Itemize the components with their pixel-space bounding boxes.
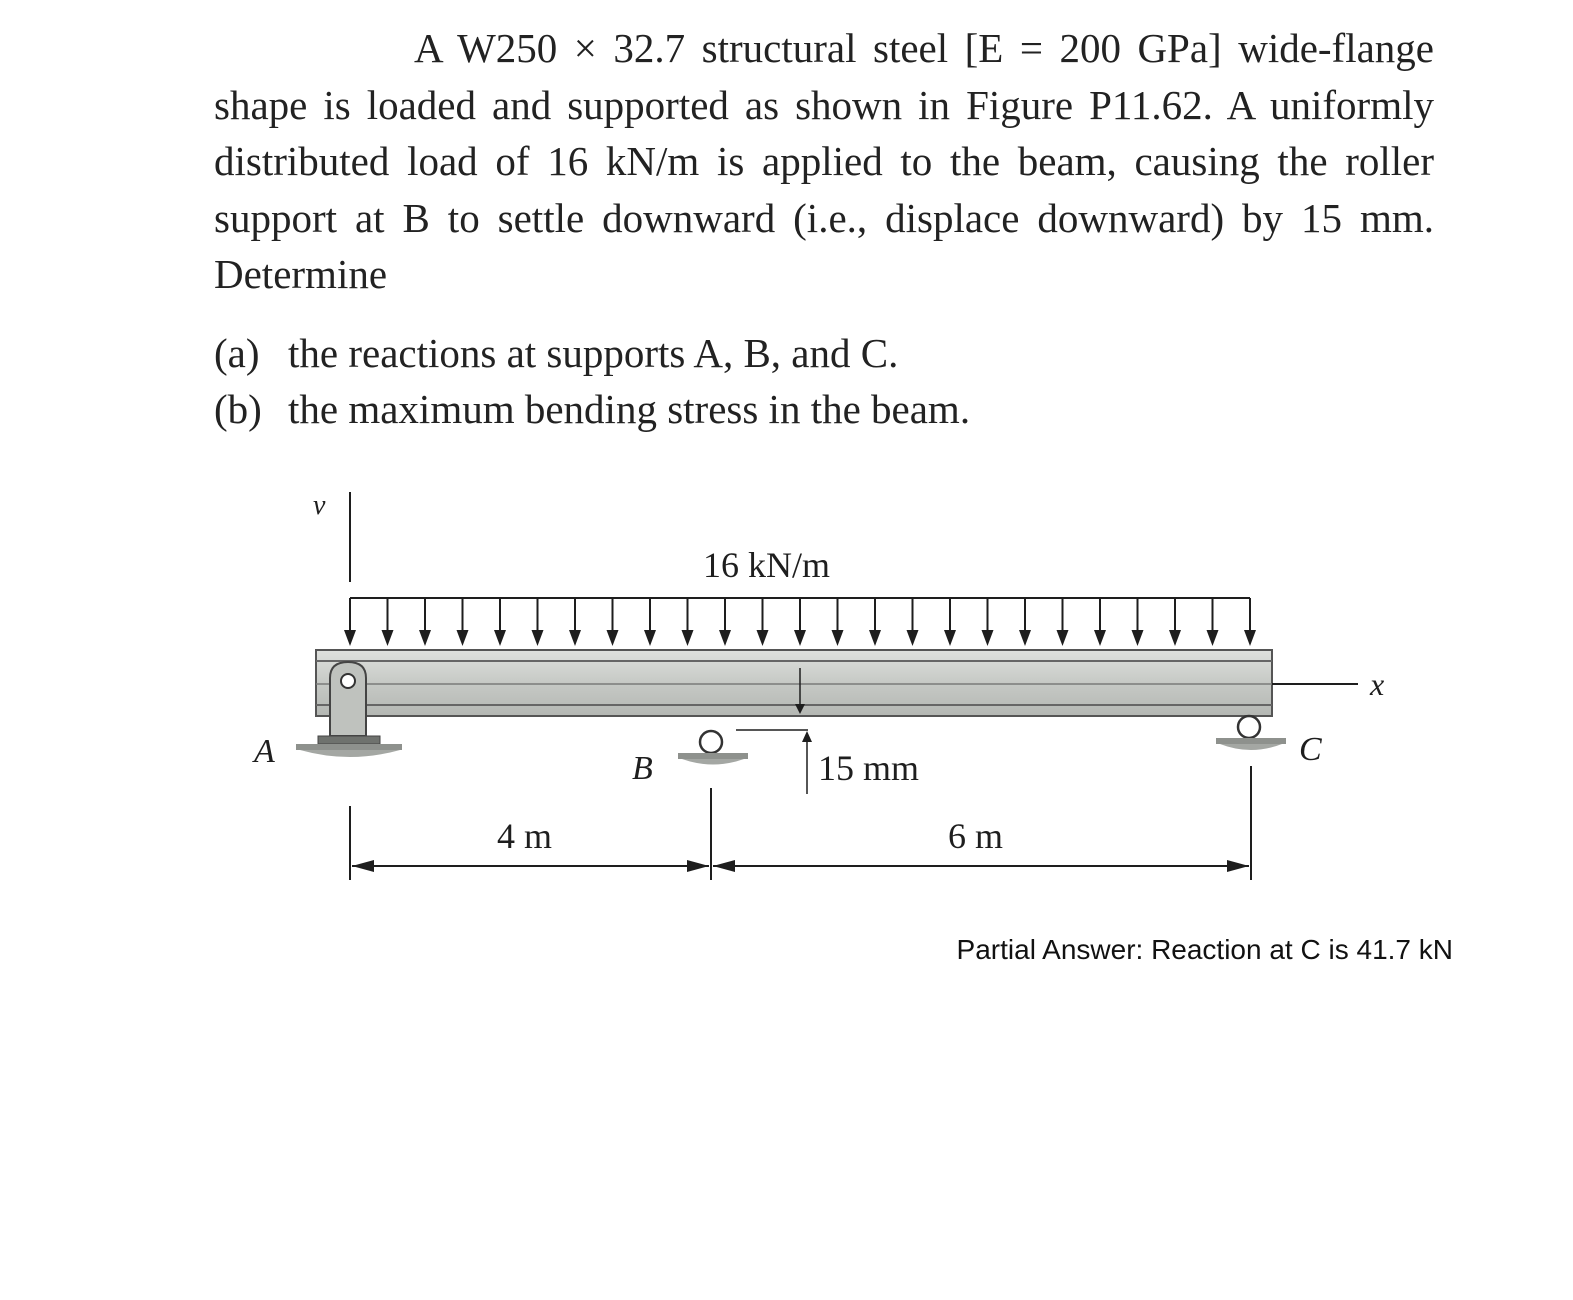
part-a-text: the reactions at supports A, B, and C. xyxy=(288,329,899,376)
dimension-lines xyxy=(350,766,1251,880)
problem-text: A W250 × 32.7 structural steel [E = 200 GPa] wide-flange shape is loaded and supported as shown in Figure P11.62. A uniformly distributed load of 16 kN/m is applied to the beam, causing the roller support at B to settle downward (i.e., displace downward) by 15 mm. Determine xyxy=(214,25,1434,297)
support-b-label: B xyxy=(632,750,653,787)
load-arrow-head xyxy=(944,630,956,646)
load-arrow-head xyxy=(982,630,994,646)
load-arrow-head xyxy=(607,630,619,646)
span-bc-label: 6 m xyxy=(948,816,1004,856)
roller-support-b xyxy=(678,731,748,765)
load-arrow-head xyxy=(1132,630,1144,646)
load-label: 16 kN/m xyxy=(703,545,831,585)
load-arrow-head xyxy=(1019,630,1031,646)
load-arrow-head xyxy=(832,630,844,646)
load-arrow-head xyxy=(532,630,544,646)
part-b-text: the maximum bending stress in the beam. xyxy=(288,386,971,432)
load-arrow-head xyxy=(757,630,769,646)
beam xyxy=(316,650,1272,716)
part-b-tag: (b) xyxy=(214,386,262,432)
partial-answer: Partial Answer: Reaction at C is 41.7 kN xyxy=(956,934,1453,965)
load-arrow-head xyxy=(1244,630,1256,646)
x-axis-label: x xyxy=(1370,666,1385,702)
load-arrow-head xyxy=(382,630,394,646)
load-arrow-head xyxy=(869,630,881,646)
load-arrow-head xyxy=(419,630,431,646)
support-c-label: C xyxy=(1299,731,1322,768)
load-arrow-head xyxy=(907,630,919,646)
load-arrow-head xyxy=(682,630,694,646)
load-arrow-head xyxy=(1094,630,1106,646)
load-arrow-head xyxy=(794,630,806,646)
load-arrow-head xyxy=(1207,630,1219,646)
load-arrow-head xyxy=(494,630,506,646)
load-arrow-head xyxy=(1057,630,1069,646)
support-a-label: A xyxy=(254,733,275,770)
load-arrows xyxy=(344,598,1256,646)
part-a-tag: (a) xyxy=(214,329,260,376)
load-arrow-head xyxy=(344,630,356,646)
load-arrow-head xyxy=(569,630,581,646)
settlement-label: 15 mm xyxy=(818,748,920,788)
span-ab-label: 4 m xyxy=(497,816,553,856)
v-axis-label: v xyxy=(313,490,326,521)
roller-support-c xyxy=(1216,716,1286,750)
load-arrow-head xyxy=(644,630,656,646)
load-arrow-head xyxy=(1169,630,1181,646)
load-arrow-head xyxy=(457,630,469,646)
load-arrow-head xyxy=(719,630,731,646)
